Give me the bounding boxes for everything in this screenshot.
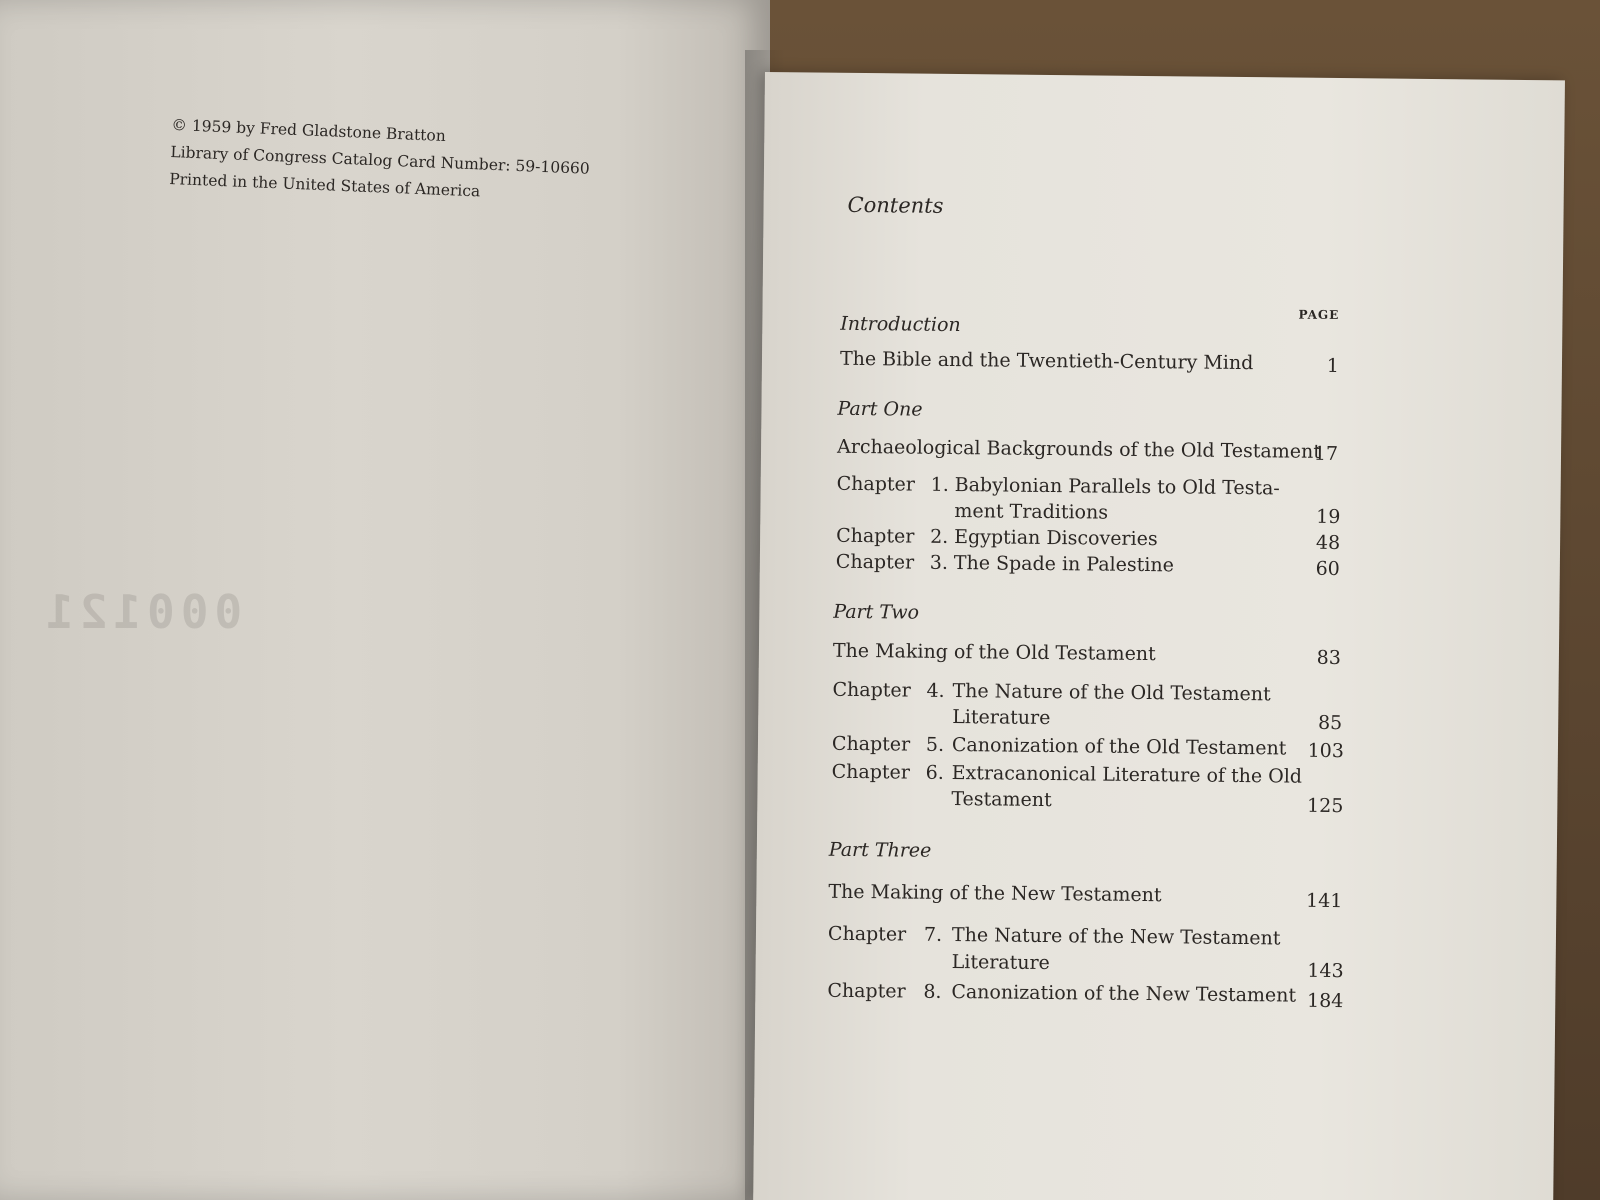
printed-in-line: Printed in the United States of America (168, 169, 481, 201)
part-one-label: Part One (837, 397, 923, 421)
chapter-number: 4. (926, 679, 945, 702)
chapter-number: 6. (925, 761, 944, 784)
chapter-page: 48 (1315, 531, 1341, 555)
chapter-title-continued: Literature (951, 951, 1050, 975)
part-one-heading: Archaeological Backgrounds of the Old Testament (836, 435, 1322, 463)
chapter-title: Extracanonical Literature of the Old (951, 761, 1303, 788)
show-through-stamp: 000121 (40, 585, 243, 639)
chapter-number: 1. (930, 473, 949, 496)
chapter-title-continued: ment Traditions (954, 500, 1109, 524)
part-three-label: Part Three (828, 838, 932, 862)
contents-title: Contents (847, 192, 944, 218)
page-column-heading: PAGE (1298, 307, 1340, 323)
introduction-label: Introduction (840, 312, 961, 337)
chapter-page: 103 (1307, 739, 1345, 763)
chapter-word: Chapter (831, 732, 911, 756)
chapter-word: Chapter (827, 979, 906, 1003)
chapter-number: 3. (929, 551, 949, 574)
chapter-number: 5. (925, 733, 945, 756)
chapter-title-continued: Testament (951, 787, 1052, 812)
chapter-number: 7. (923, 923, 943, 946)
chapter-word: Chapter (831, 760, 911, 784)
chapter-word: Chapter (832, 678, 911, 702)
chapter-title: The Spade in Palestine (953, 552, 1175, 577)
chapter-number: 8. (923, 980, 942, 1003)
part-two-heading-page: 83 (1316, 646, 1342, 670)
part-two-heading: The Making of the Old Testament (832, 639, 1156, 666)
chapter-page: 85 (1317, 711, 1343, 735)
introduction-entry: The Bible and the Twentieth-Century Mind (839, 347, 1254, 375)
chapter-word: Chapter (835, 550, 915, 574)
copyright-block (169, 112, 632, 211)
chapter-title: Canonization of the Old Testament (951, 733, 1287, 760)
chapter-title: Babylonian Parallels to Old Testa- (954, 474, 1280, 500)
part-one-heading-page: 17 (1313, 442, 1339, 466)
left-page (0, 0, 770, 1200)
table-of-contents (827, 192, 1396, 1013)
part-three-heading-page: 141 (1305, 889, 1343, 913)
chapter-title-continued: Literature (952, 705, 1051, 730)
chapter-page: 184 (1306, 989, 1344, 1013)
catalog-number-line: Library of Congress Catalog Card Number: 59-10660 (170, 142, 591, 178)
chapter-page: 125 (1306, 794, 1344, 818)
chapter-number: 2. (930, 525, 949, 548)
part-two-label: Part Two (833, 600, 920, 624)
part-three-heading: The Making of the New Testament (828, 880, 1162, 907)
chapter-word: Chapter (836, 472, 916, 496)
chapter-page: 60 (1315, 557, 1340, 581)
chapter-title: Egyptian Discoveries (954, 526, 1158, 551)
right-page (753, 72, 1565, 1200)
chapter-title: The Nature of the Old Testament (952, 679, 1271, 706)
introduction-page: 1 (1326, 354, 1340, 378)
chapter-title: Canonization of the New Testament (951, 981, 1297, 1007)
copyright-line: © 1959 by Fred Gladstone Bratton (171, 115, 447, 145)
chapter-word: Chapter (827, 922, 907, 946)
chapter-title: The Nature of the New Testament (951, 924, 1281, 950)
chapter-page: 143 (1307, 959, 1344, 983)
chapter-page: 19 (1316, 505, 1341, 529)
chapter-word: Chapter (836, 524, 915, 548)
